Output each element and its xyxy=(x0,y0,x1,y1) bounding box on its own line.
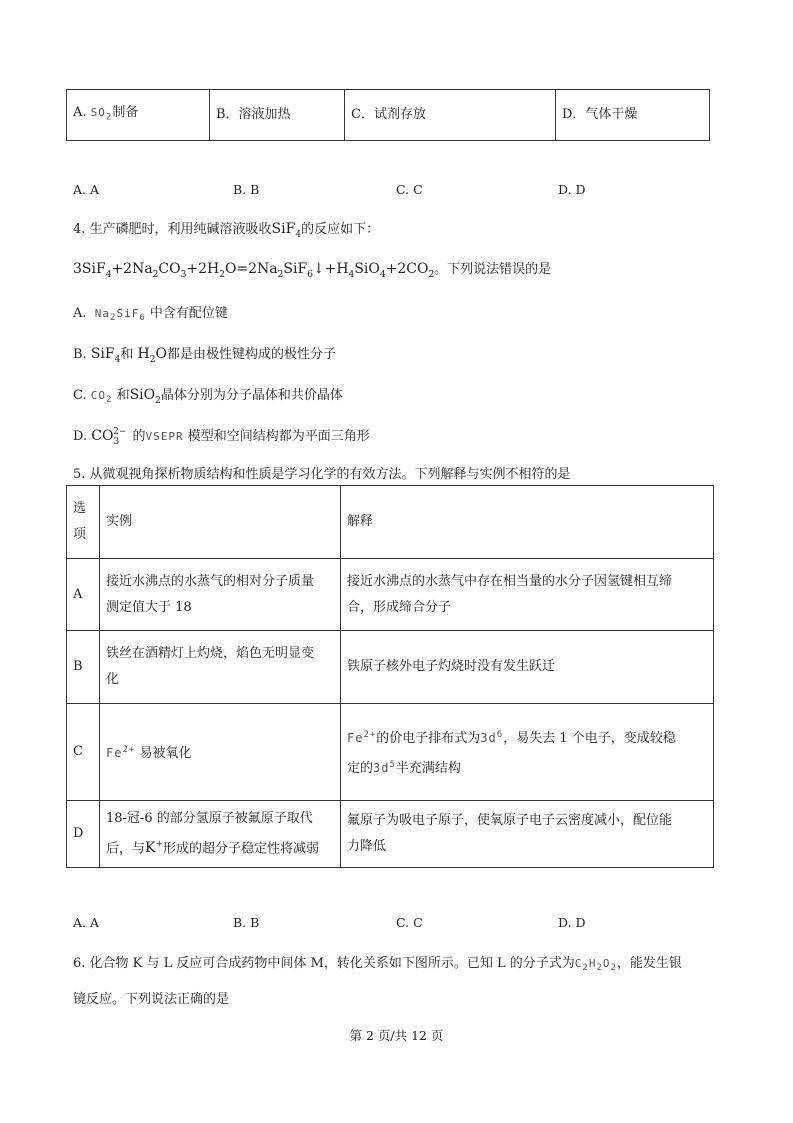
q4-equation: $3SiF_4+2Na_2CO_3+2H_2O=2Na_2SiF_6↓+H_4SiO_4+2CO_2$。下列说法错误的是 xyxy=(73,261,552,280)
row-example: 18-冠-6 的部分氢原子被氟原子取代 后，与K+形成的超分子稳定性将减弱 xyxy=(100,801,341,868)
row-option: D xyxy=(67,801,100,868)
q6-line1: 6. 化合物 K 与 L 反应可合成药物中间体 M，转化关系如下图所示。已知 L 的分子式为$C_2H_2O_2$，能发生银 xyxy=(73,956,682,974)
answer-a: A. A xyxy=(73,182,100,197)
q5-question: 5. 从微观视角探析物质结构和性质是学习化学的有效方法。下列解释与实例不相符的是 xyxy=(73,467,571,482)
apparatus-table xyxy=(66,89,710,141)
page-footer: 第 2 页/共 12 页 xyxy=(349,1028,444,1043)
answer-b: B. B xyxy=(233,182,260,197)
table-row xyxy=(67,559,714,631)
answer-c: C. C xyxy=(396,915,423,930)
row-example: $Fe^{2+}$ 易被氧化 xyxy=(100,704,341,801)
table-row xyxy=(67,704,714,801)
answer-b: B. B xyxy=(233,915,260,930)
header-example: 实例 xyxy=(100,486,341,559)
row-option: B xyxy=(67,631,100,704)
q4-option-c: C. $CO_2$ 和SiO$_2$晶体分别为分子晶体和共价晶体 xyxy=(73,387,343,406)
q5-table xyxy=(66,485,714,868)
header-explain: 解释 xyxy=(341,486,714,559)
apparatus-option-b: B．溶液加热 xyxy=(210,90,345,141)
q4-option-a: A. $Na_2SiF_6$ 中含有配位键 xyxy=(73,306,228,324)
row-explain: 接近水沸点的水蒸气中存在相当量的水分子因氢键相互缔 合，形成缔合分子 xyxy=(341,559,714,631)
answer-c: C. C xyxy=(396,182,423,197)
q4-intro: 4. 生产磷肥时，利用纯碱溶液吸收SiF$_4$的反应如下： xyxy=(73,221,380,240)
q4-option-d: D. $CO_3^{2-}$ 的VSEPR 模型和空间结构都为平面三角形 xyxy=(73,427,370,447)
table-row xyxy=(67,801,714,868)
answer-d: D. D xyxy=(558,915,586,930)
table-row xyxy=(67,631,714,704)
header-option: 选 项 xyxy=(67,486,100,559)
apparatus-option-c: C．试剂存放 xyxy=(345,90,556,141)
row-explain: $Fe^{2+}$的价电子排布式为$3d^6$，易失去 1 个电子，变成较稳 定的$3d^5$半充满结构 xyxy=(341,704,714,801)
row-example: 铁丝在酒精灯上灼烧，焰色无明显变 化 xyxy=(100,631,341,704)
answer-a: A. A xyxy=(73,915,100,930)
row-example: 接近水沸点的水蒸气的相对分子质量 测定值大于 18 xyxy=(100,559,341,631)
answer-d: D. D xyxy=(558,182,586,197)
q6-line2: 镜反应。下列说法正确的是 xyxy=(73,992,230,1007)
row-option: A xyxy=(67,559,100,631)
apparatus-option-a: A. $SO_2$制备 xyxy=(67,90,210,141)
row-explain: 铁原子核外电子灼烧时没有发生跃迁 xyxy=(341,631,714,704)
apparatus-option-d: D．气体干燥 xyxy=(556,90,710,141)
row-option: C xyxy=(67,704,100,801)
row-explain: 氟原子为吸电子原子，使氧原子电子云密度减小，配位能 力降低 xyxy=(341,801,714,868)
q4-option-b: B. SiF$_4$和 $H_2O$都是由极性键构成的极性分子 xyxy=(73,346,336,365)
